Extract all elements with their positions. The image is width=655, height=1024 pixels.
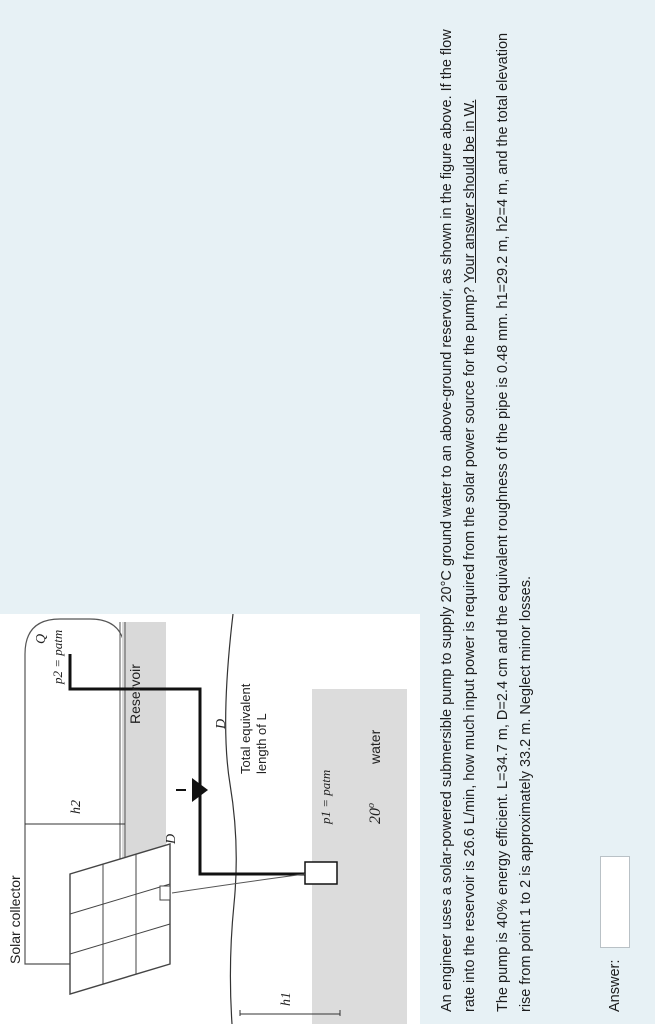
label-h2: h2 — [69, 800, 84, 814]
submersible-pump — [305, 862, 337, 884]
label-h1: h1 — [279, 992, 294, 1006]
label-total-equiv-2: length of L — [254, 713, 269, 774]
question-text — [436, 12, 548, 1012]
label-total-equiv-1: Total equivalent — [238, 683, 253, 774]
label-d2: D — [214, 718, 229, 729]
pump-figure — [0, 614, 420, 1024]
ground-line — [226, 614, 237, 1024]
label-d1: D — [164, 833, 179, 844]
ground-water-fill — [312, 689, 407, 1024]
label-water: water — [367, 729, 383, 764]
answer-label: Answer: — [607, 959, 623, 1012]
question-paragraph-1: An engineer uses a solar-powered submersible pump to supply 20°C ground water to an above-ground reservoir, as shown in the figure above. If the flow rate into the reservoir is 26.6 L/min, how much input power is required from the solar power source for the pump? Your answer should be in W. — [439, 29, 478, 1012]
label-q: Q — [34, 633, 49, 644]
label-p1: p1 = patm — [318, 769, 333, 824]
label-solar-collector: Solar collector — [7, 875, 23, 964]
solar-cable — [172, 874, 305, 893]
pump-diagram — [0, 614, 420, 1024]
label-p2: p2 = patm — [50, 629, 65, 684]
label-temperature: 20$^o$ — [366, 803, 384, 824]
label-reservoir: Reservoir — [127, 664, 143, 724]
answer-input[interactable] — [600, 856, 630, 948]
answer-row — [600, 856, 630, 1012]
question-paragraph-2: The pump is 40% energy efficient. L=34.7 m, D=2.4 cm and the equivalent roughness of the pipe is 0.48 mm. h1=29.2 m, h2=4 m, and the total elevation rise from point 1 to 2 is approximately 33.2 m. Neglect minor losses. — [495, 32, 534, 1012]
